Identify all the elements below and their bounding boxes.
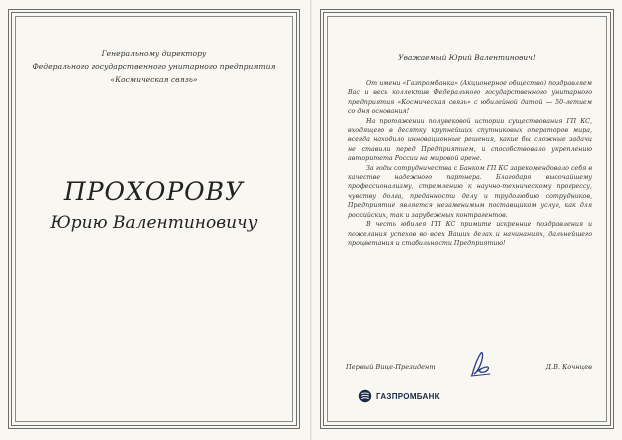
handwritten-signature [468,349,494,379]
bank-logo [358,389,440,403]
addressee-line-2: Федерального государственного унитарного предприятия [32,62,276,71]
addressee-line-3: «Космическая связь» [110,75,198,84]
left-page [8,9,300,429]
bank-logo-icon [358,389,372,403]
recipient-given-names: Юрию Валентиновичу [50,213,258,233]
greeting-line: Уважаемый Юрий Валентинович! [398,53,536,62]
letter-body [348,79,592,248]
body-paragraph-3: За годы сотрудничества с Банком ГП КС зарекомендовало себя в качестве надежного партнера. Благодаря высочайшему профессионализму, стремлению к научно-техническому прогрессу, чувству долга, преданности делу и трудолюбию сотрудников, Предприятие является незаменимым поставщиком услуг, как для российских, так и зарубежных контрагентов. [348,164,592,219]
page-fold [310,0,312,440]
right-page-frame [327,16,607,422]
signer-name: Д.В. Кочнцев [545,363,592,371]
bank-name: ГАЗПРОМБАНК [376,391,440,401]
addressee-block [16,47,292,86]
body-paragraph-1: От имени «Газпромбанка» (Акционерное общество) поздравляем Вас и весь коллектив Федерального государственного унитарного предприятия «Космическая связь» с юбилейной датой — 50-летием со дня основания! [348,80,592,116]
right-page [320,9,614,429]
left-page-frame [15,16,293,422]
signature-row [346,359,592,379]
signer-title: Первый Вице-Президент [346,363,436,371]
body-paragraph-2: На протяжении полувековой истории существования ГП КС, входящего в десятку крупнейших спутниковых операторов мира, всегда находило инновационные решения, какие бы сложные задачи не ставили перед Предприятием, и способствовало укреплению авторитета России на мировой арене. [348,117,592,163]
body-paragraph-4: В честь юбилея ГП КС примите искренние поздравления и пожелания успехов во всех Ваших делах и начинаниях, дальнейшего процветания и стабильности Предприятию! [348,221,592,247]
recipient-surname: ПРОХОРОВУ [63,177,245,206]
addressee-line-1: Генеральному директору [101,49,207,58]
